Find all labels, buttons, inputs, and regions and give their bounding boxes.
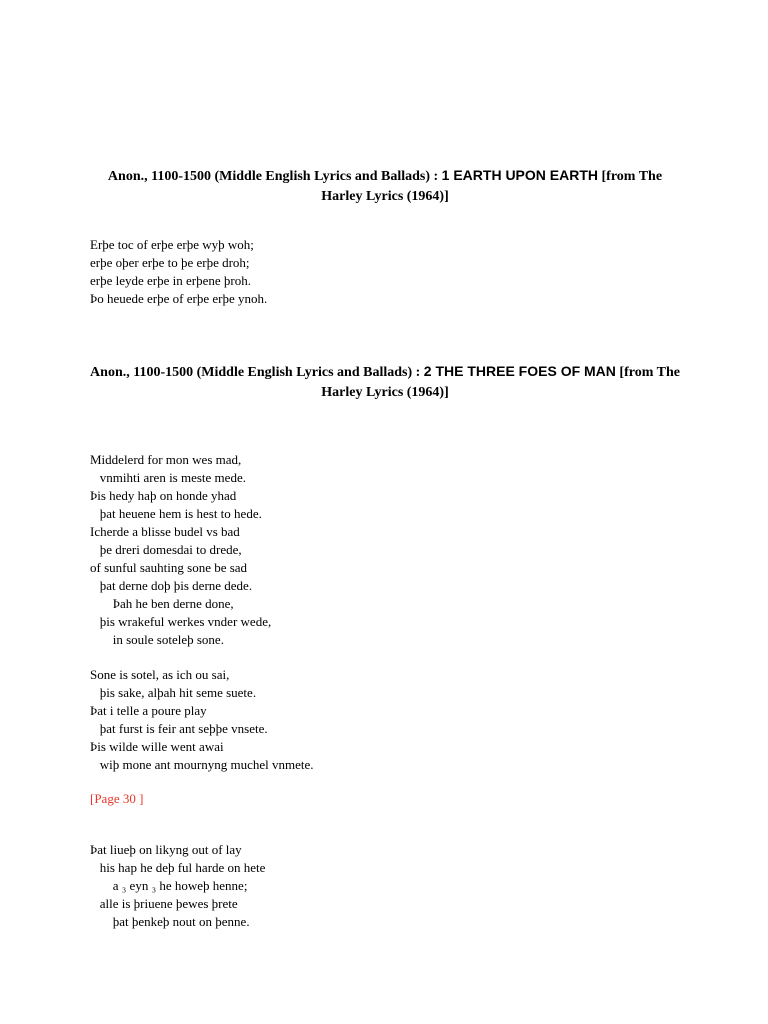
poem-2-heading-source: [from The Harley Lyrics (1964)] <box>321 365 680 400</box>
poem-line: in soule soteleþ sone. <box>90 632 224 647</box>
poem-1-heading-prefix: Anon., 1100-1500 (Middle English Lyrics and Ballads) : <box>107 169 442 184</box>
poem-2-stanza-2 <box>90 666 313 774</box>
poem-line: þat heuene hem is hest to hede. <box>90 506 262 521</box>
poem-1-heading <box>90 165 680 207</box>
poem-line: a ₃ eyn ₃ he howeþ henne; <box>90 878 248 893</box>
poem-2-heading-prefix: Anon., 1100-1500 (Middle English Lyrics and Ballads) : <box>90 365 424 380</box>
poem-2-heading-title: 2 THE THREE FOES OF MAN <box>423 363 616 379</box>
poem-line: þat þenkeþ nout on þenne. <box>90 914 250 929</box>
poem-line: erþe leyde erþe in erþene þroh. <box>90 273 251 288</box>
poem-1-heading-source: [from The Harley Lyrics (1964)] <box>321 169 663 204</box>
poem-1-text <box>90 236 267 308</box>
poem-line: Þat i telle a poure play <box>90 703 207 718</box>
poem-line: þat derne doþ þis derne dede. <box>90 578 253 593</box>
poem-line: Þat liueþ on likyng out of lay <box>90 842 242 857</box>
poem-line: his hap he deþ ful harde on hete <box>90 860 266 875</box>
poem-1-heading-title: 1 EARTH UPON EARTH <box>441 167 599 183</box>
poem-line: Middelerd for mon wes mad, <box>90 452 242 467</box>
poem-line: þat furst is feir ant seþþe vnsete. <box>90 721 268 736</box>
poem-line: alle is þriuene þewes þrete <box>90 896 238 911</box>
poem-2-stanza-3 <box>90 841 265 931</box>
page-marker: [Page 30 ] <box>90 791 144 806</box>
poem-line: Þis wilde wille went awai <box>90 739 224 754</box>
poem-2-stanza-1 <box>90 451 271 649</box>
poem-line: þis wrakeful werkes vnder wede, <box>90 614 272 629</box>
poem-line: erþe oþer erþe to þe erþe droh; <box>90 255 250 270</box>
poem-line: Sone is sotel, as ich ou sai, <box>90 667 230 682</box>
poem-line: Þis hedy haþ on honde yhad <box>90 488 237 503</box>
poem-line: of sunful sauhting sone be sad <box>90 560 248 575</box>
poem-line: wiþ mone ant mournyng muchel vnmete. <box>90 757 314 772</box>
poem-line: Þo heuede erþe of erþe erþe ynoh. <box>90 291 268 306</box>
poem-line: Icherde a blisse budel vs bad <box>90 524 240 539</box>
poem-2-heading <box>90 361 680 403</box>
poem-line: vnmihti aren is meste mede. <box>90 470 246 485</box>
poem-line: þe dreri domesdai to drede, <box>90 542 242 557</box>
poem-line: Erþe toc of erþe erþe wyþ woh; <box>90 237 254 252</box>
poem-line: þis sake, alþah hit seme suete. <box>90 685 257 700</box>
poem-line: Þah he ben derne done, <box>90 596 234 611</box>
